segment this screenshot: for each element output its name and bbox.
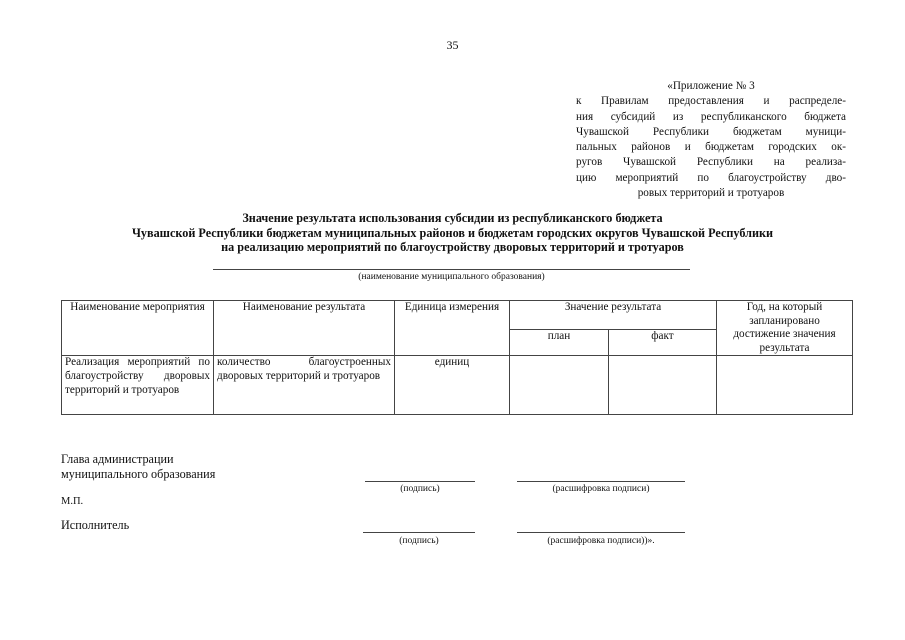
header-value: Значение результата [510, 301, 717, 330]
header-plan: план [510, 329, 609, 356]
head-line1: Глава администрации [61, 452, 174, 466]
decode-caption-2: (расшифровка подписи))». [547, 536, 655, 546]
appendix-line: ровых территорий и тротуаров [637, 187, 785, 200]
cell-event: Реализация мероприятий по благоустройству дворовых территорий и тротуаров [62, 356, 214, 415]
appendix-line: ругов Чувашской Республики на реализа- [576, 156, 846, 169]
table-row [62, 356, 853, 415]
title-line: Значение результата использования субсидии из республиканского бюджета [242, 211, 663, 225]
header-year: Год, на который запланировано достижение значения результата [717, 301, 853, 356]
appendix-line: пальных районов и бюджетам городских ок- [576, 141, 846, 154]
appendix-title: «Приложение № 3 [667, 80, 755, 92]
signature-caption-2: (подпись) [399, 536, 439, 546]
decode-caption: (расшифровка подписи) [552, 484, 650, 494]
head-label [61, 452, 215, 482]
signature-line [365, 481, 475, 482]
signature-line-2 [363, 532, 475, 533]
seal-label: М.П. [61, 496, 84, 507]
decode-line [517, 481, 685, 482]
header-result: Наименование результата [214, 301, 395, 356]
cell-plan [510, 356, 609, 415]
head-line2: муниципального образования [61, 467, 216, 481]
title-line: на реализацию мероприятий по благоустройству дворовых территорий и тротуаров [221, 240, 684, 255]
header-event: Наименование мероприятия [62, 301, 214, 356]
appendix-line: к Правилам предоставления и распределе- [576, 95, 846, 108]
appendix-note [576, 79, 846, 201]
appendix-line: Чувашской Республики бюджетам муници- [576, 125, 846, 138]
cell-fact [609, 356, 717, 415]
cell-result: количество благоустроенных дворовых территорий и тротуаров [214, 356, 395, 415]
appendix-line: ния субсидий из республиканского бюджета [576, 110, 846, 123]
municipality-caption: (наименование муниципального образования) [358, 272, 545, 282]
decode-line-2 [517, 532, 685, 533]
results-table [61, 300, 853, 415]
page-number: 35 [446, 38, 459, 52]
document-title [0, 211, 905, 255]
municipality-line [213, 269, 690, 270]
header-fact: факт [609, 329, 717, 356]
signature-caption: (подпись) [400, 484, 440, 494]
cell-unit: единиц [395, 356, 510, 415]
header-unit: Единица измерения [395, 301, 510, 356]
executor-label: Исполнитель [61, 518, 130, 532]
appendix-line: цию мероприятий по благоустройству дво- [576, 171, 846, 184]
title-line: Чувашской Республики бюджетам муниципальных районов и бюджетам городских округов Чувашской Республики [131, 225, 774, 240]
cell-year [717, 356, 853, 415]
